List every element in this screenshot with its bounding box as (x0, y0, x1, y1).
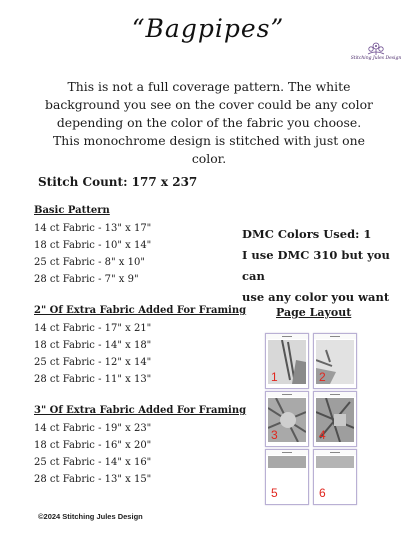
fabric-row: 14 ct Fabric - 19" x 23" (34, 423, 152, 434)
section-title: Basic Pattern (34, 205, 110, 216)
page-number: 1 (271, 370, 278, 384)
brand-logo (350, 40, 402, 61)
page-thumbnail-3 (265, 391, 309, 447)
fabric-row: 25 ct Fabric - 14" x 16" (34, 457, 152, 468)
page-number: 6 (319, 486, 326, 500)
page-thumbnail-5 (265, 449, 309, 505)
fabric-row: 28 ct Fabric - 7" x 9" (34, 274, 139, 285)
page-thumbnail-4 (313, 391, 357, 447)
fabric-row: 14 ct Fabric - 13" x 17" (34, 223, 152, 234)
two-inch-extra-section (34, 305, 247, 388)
page-number: 5 (271, 486, 278, 500)
page-layout-title: Page Layout (276, 306, 352, 319)
copyright-footer: ©2024 Stitching Jules Design (38, 512, 143, 521)
three-inch-extra-section (34, 405, 247, 488)
page-thumbnail-1 (265, 333, 309, 389)
fabric-row: 18 ct Fabric - 16" x 20" (34, 440, 152, 451)
page-number: 2 (319, 370, 326, 384)
dmc-note-line2: use any color you want (242, 290, 390, 304)
dmc-colors-used: DMC Colors Used: 1 (242, 227, 372, 241)
logo-text: Stitching Jules Design (350, 56, 402, 61)
fabric-row: 18 ct Fabric - 14" x 18" (34, 340, 152, 351)
pattern-title: “Bagpipes” (131, 14, 285, 43)
dmc-colors-info (242, 224, 412, 308)
page-thumbnail-6 (313, 449, 357, 505)
fabric-row: 28 ct Fabric - 11" x 13" (34, 374, 152, 385)
fabric-row: 18 ct Fabric - 10" x 14" (34, 240, 152, 251)
basic-pattern-section (34, 205, 244, 288)
flower-icon (364, 40, 388, 56)
fabric-row: 25 ct Fabric - 8" x 10" (34, 257, 145, 268)
page-number: 3 (271, 428, 278, 442)
stitch-count: Stitch Count: 177 x 237 (38, 175, 198, 189)
fabric-row: 28 ct Fabric - 13" x 15" (34, 474, 152, 485)
dmc-note-line1: I use DMC 310 but you can (242, 248, 390, 283)
page-thumbnail-2 (313, 333, 357, 389)
intro-paragraph: This is not a full coverage pattern. The white background you see on the cover could be any color depending on the color of the fabric you choose. This monochrome design is stitched with just one color. (45, 79, 373, 166)
fabric-row: 14 ct Fabric - 17" x 21" (34, 323, 152, 334)
section-title: 2" Of Extra Fabric Added For Framing (34, 305, 247, 316)
section-title: 3" Of Extra Fabric Added For Framing (34, 405, 247, 416)
fabric-row: 25 ct Fabric - 12" x 14" (34, 357, 152, 368)
page-number: 4 (319, 428, 326, 442)
